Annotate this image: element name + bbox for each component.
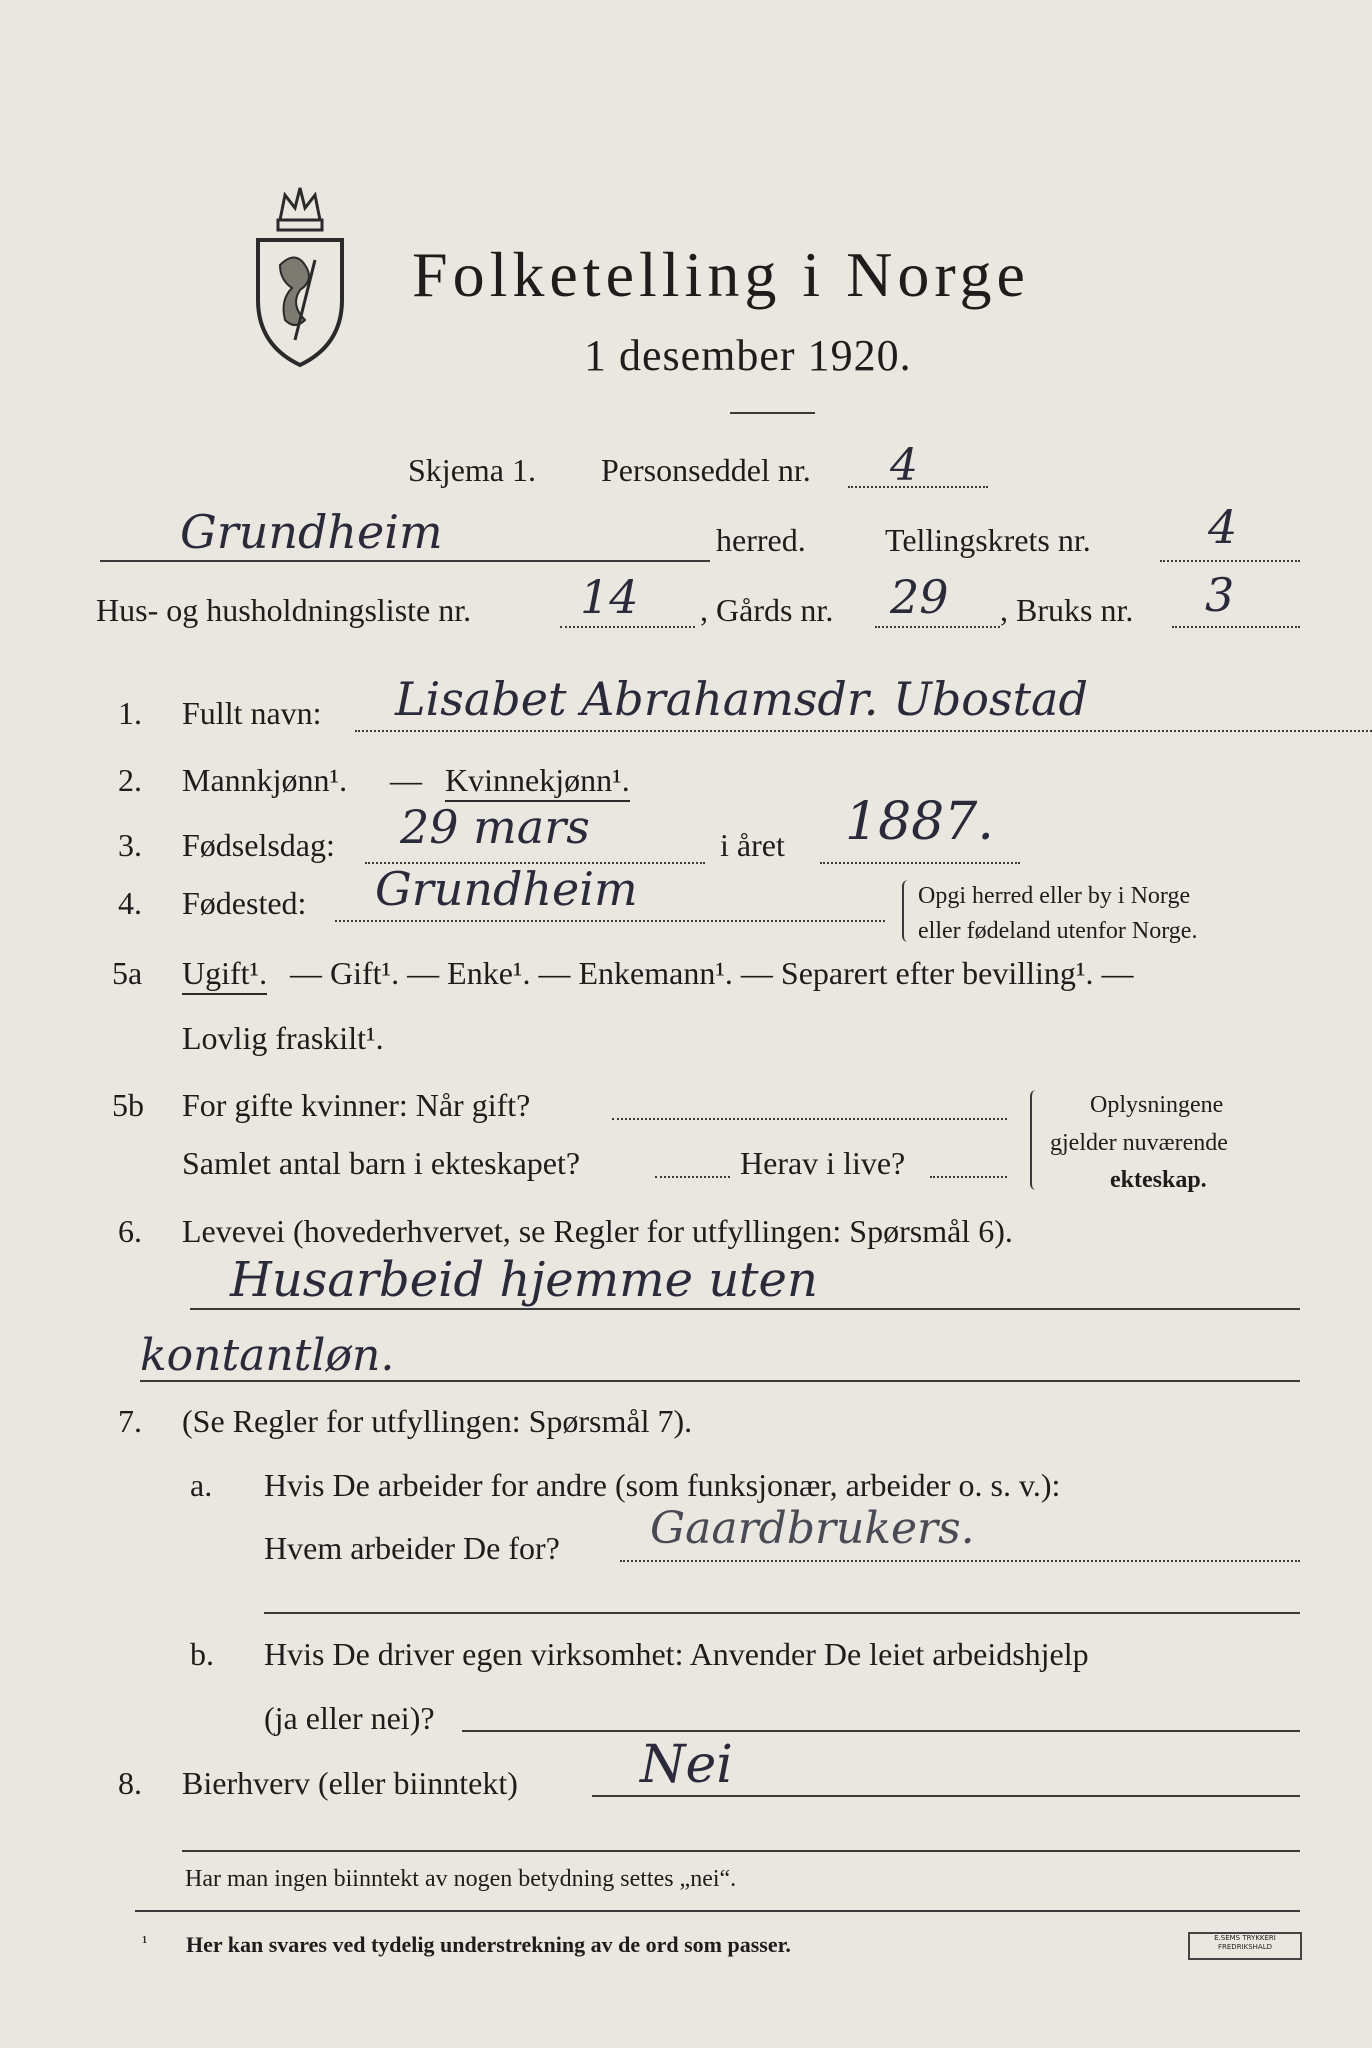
footer-note: Har man ingen biinntekt av nogen betydning settes „nei“. — [185, 1866, 737, 1892]
q5b-when-married-field-line — [612, 1118, 1007, 1120]
q5a-number: 5a — [112, 955, 143, 991]
side-income-value: Nei — [640, 1735, 733, 1795]
q6-field-line-1 — [190, 1308, 1300, 1310]
q5b-when-married-label: For gifte kvinner: Når gift? — [182, 1087, 531, 1123]
q2-number: 2. — [118, 762, 142, 798]
q6-number: 6. — [118, 1213, 142, 1249]
q1-field-line — [355, 730, 1372, 732]
census-date: 1 desember 1920. — [584, 331, 912, 380]
bruks-field-line — [1172, 626, 1300, 628]
printer-stamp — [1188, 1932, 1302, 1960]
herred-label: herred. — [716, 522, 806, 558]
printer-stamp-line1: E.SEMS TRYKKERI — [1214, 1934, 1276, 1942]
tellingskrets-value: 4 — [1208, 500, 1238, 554]
q4-note-brace — [902, 880, 914, 942]
q4-note-line1: Opgi herred eller by i Norge — [918, 883, 1191, 909]
q5b-note-brace — [1030, 1090, 1042, 1190]
q7-label: (Se Regler for utfyllingen: Spørsmål 7). — [182, 1403, 693, 1439]
tellingskrets-field-line — [1160, 560, 1300, 562]
q5b-children-field-line — [655, 1176, 730, 1178]
q3-label: Fødselsdag: — [182, 827, 335, 863]
footer-divider — [135, 1910, 1300, 1912]
q7a-employer-field-line — [620, 1560, 1300, 1562]
birth-day-value: 29 mars — [400, 800, 590, 854]
q5b-note-line3: ekteskap. — [1110, 1167, 1207, 1193]
bruks-label: , Bruks nr. — [1000, 592, 1134, 628]
personseddel-label: Personseddel nr. — [601, 452, 811, 488]
q8-number: 8. — [118, 1765, 142, 1801]
occupation-value-line2: kontantløn. — [140, 1330, 395, 1381]
q7a-letter: a. — [190, 1467, 213, 1503]
husliste-value: 14 — [580, 570, 639, 624]
q3-year-label: i året — [720, 827, 785, 863]
q5b-children-label: Samlet antal barn i ekteskapet? — [182, 1145, 581, 1181]
full-name-value: Lisabet Abrahamsdr. Ubostad — [395, 672, 1088, 726]
husliste-field-line — [560, 626, 695, 628]
husliste-label: Hus- og husholdningsliste nr. — [96, 592, 472, 628]
q3-year-field-line — [820, 862, 1020, 864]
gards-label: , Gårds nr. — [700, 592, 834, 628]
q7a-employer-label: Hvem arbeider De for? — [264, 1530, 560, 1566]
q5b-number: 5b — [112, 1087, 144, 1123]
personseddel-value: 4 — [890, 440, 918, 491]
form-title: Folketelling i Norge — [412, 239, 1030, 310]
q5b-note-line2: gjelder nuværende — [1050, 1130, 1228, 1156]
ugift-option-underlined: Ugift¹. — [182, 955, 267, 995]
tellingskrets-label: Tellingskrets nr. — [885, 522, 1091, 558]
employer-value: Gaardbrukers. — [650, 1503, 975, 1554]
birthplace-value: Grundheim — [375, 862, 638, 916]
herred-field-line — [100, 560, 710, 562]
footnote-text: Her kan svares ved tydelig understrekning av de ord som passer. — [186, 1932, 791, 1957]
marital-options: — Gift¹. — Enke¹. — Enkemann¹. — Separert efter bevilling¹. — — [290, 955, 1134, 991]
q4-note-line2: eller fødeland utenfor Norge. — [918, 918, 1198, 944]
q7a-extra-line — [264, 1612, 1300, 1614]
q6-label: Levevei (hovederhvervet, se Regler for utfyllingen: Spørsmål 6). — [182, 1213, 1013, 1249]
lovlig-fraskilt-option: Lovlig fraskilt¹. — [182, 1020, 384, 1056]
footnote-mark: ¹ — [142, 1932, 148, 1952]
title-divider — [730, 412, 815, 414]
mannkjonn-option: Mannkjønn¹. — [182, 762, 348, 798]
occupation-value-line1: Husarbeid hjemme uten — [230, 1252, 818, 1308]
birth-year-value: 1887. — [845, 792, 994, 852]
q7b-label: Hvis De driver egen virksomhet: Anvender De leiet arbeidshjelp — [264, 1636, 1089, 1672]
q5b-alive-field-line — [930, 1176, 1007, 1178]
herred-value: Grundheim — [180, 505, 443, 559]
q1-label: Fullt navn: — [182, 695, 322, 731]
personseddel-field-line — [848, 486, 988, 488]
q7a-label: Hvis De arbeider for andre (som funksjonær, arbeider o. s. v.): — [264, 1467, 1061, 1503]
q1-number: 1. — [118, 695, 142, 731]
skjema-label: Skjema 1. — [408, 452, 536, 488]
q8-field-line — [592, 1795, 1300, 1797]
kvinnekjonn-option-underlined: Kvinnekjønn¹. — [445, 762, 630, 802]
q5b-alive-label: Herav i live? — [740, 1145, 906, 1181]
q4-label: Fødested: — [182, 885, 307, 921]
printer-stamp-line2: FREDRIKSHALD — [1217, 1943, 1272, 1951]
q7b-field-line — [462, 1730, 1300, 1732]
q8-extra-line — [182, 1850, 1300, 1852]
gards-value: 29 — [890, 570, 949, 624]
q7b-letter: b. — [190, 1636, 214, 1672]
gards-field-line — [875, 626, 1000, 628]
coat-of-arms-icon — [250, 180, 350, 370]
q4-field-line — [335, 920, 885, 922]
q2-separator: — — [390, 762, 422, 798]
q7-number: 7. — [118, 1403, 142, 1439]
q3-number: 3. — [118, 827, 142, 863]
q8-label: Bierhverv (eller biinntekt) — [182, 1765, 518, 1801]
q7b-yes-no-label: (ja eller nei)? — [264, 1700, 435, 1736]
q4-number: 4. — [118, 885, 142, 921]
bruks-value: 3 — [1205, 568, 1235, 622]
q5b-note-line1: Oplysningene — [1090, 1092, 1224, 1118]
